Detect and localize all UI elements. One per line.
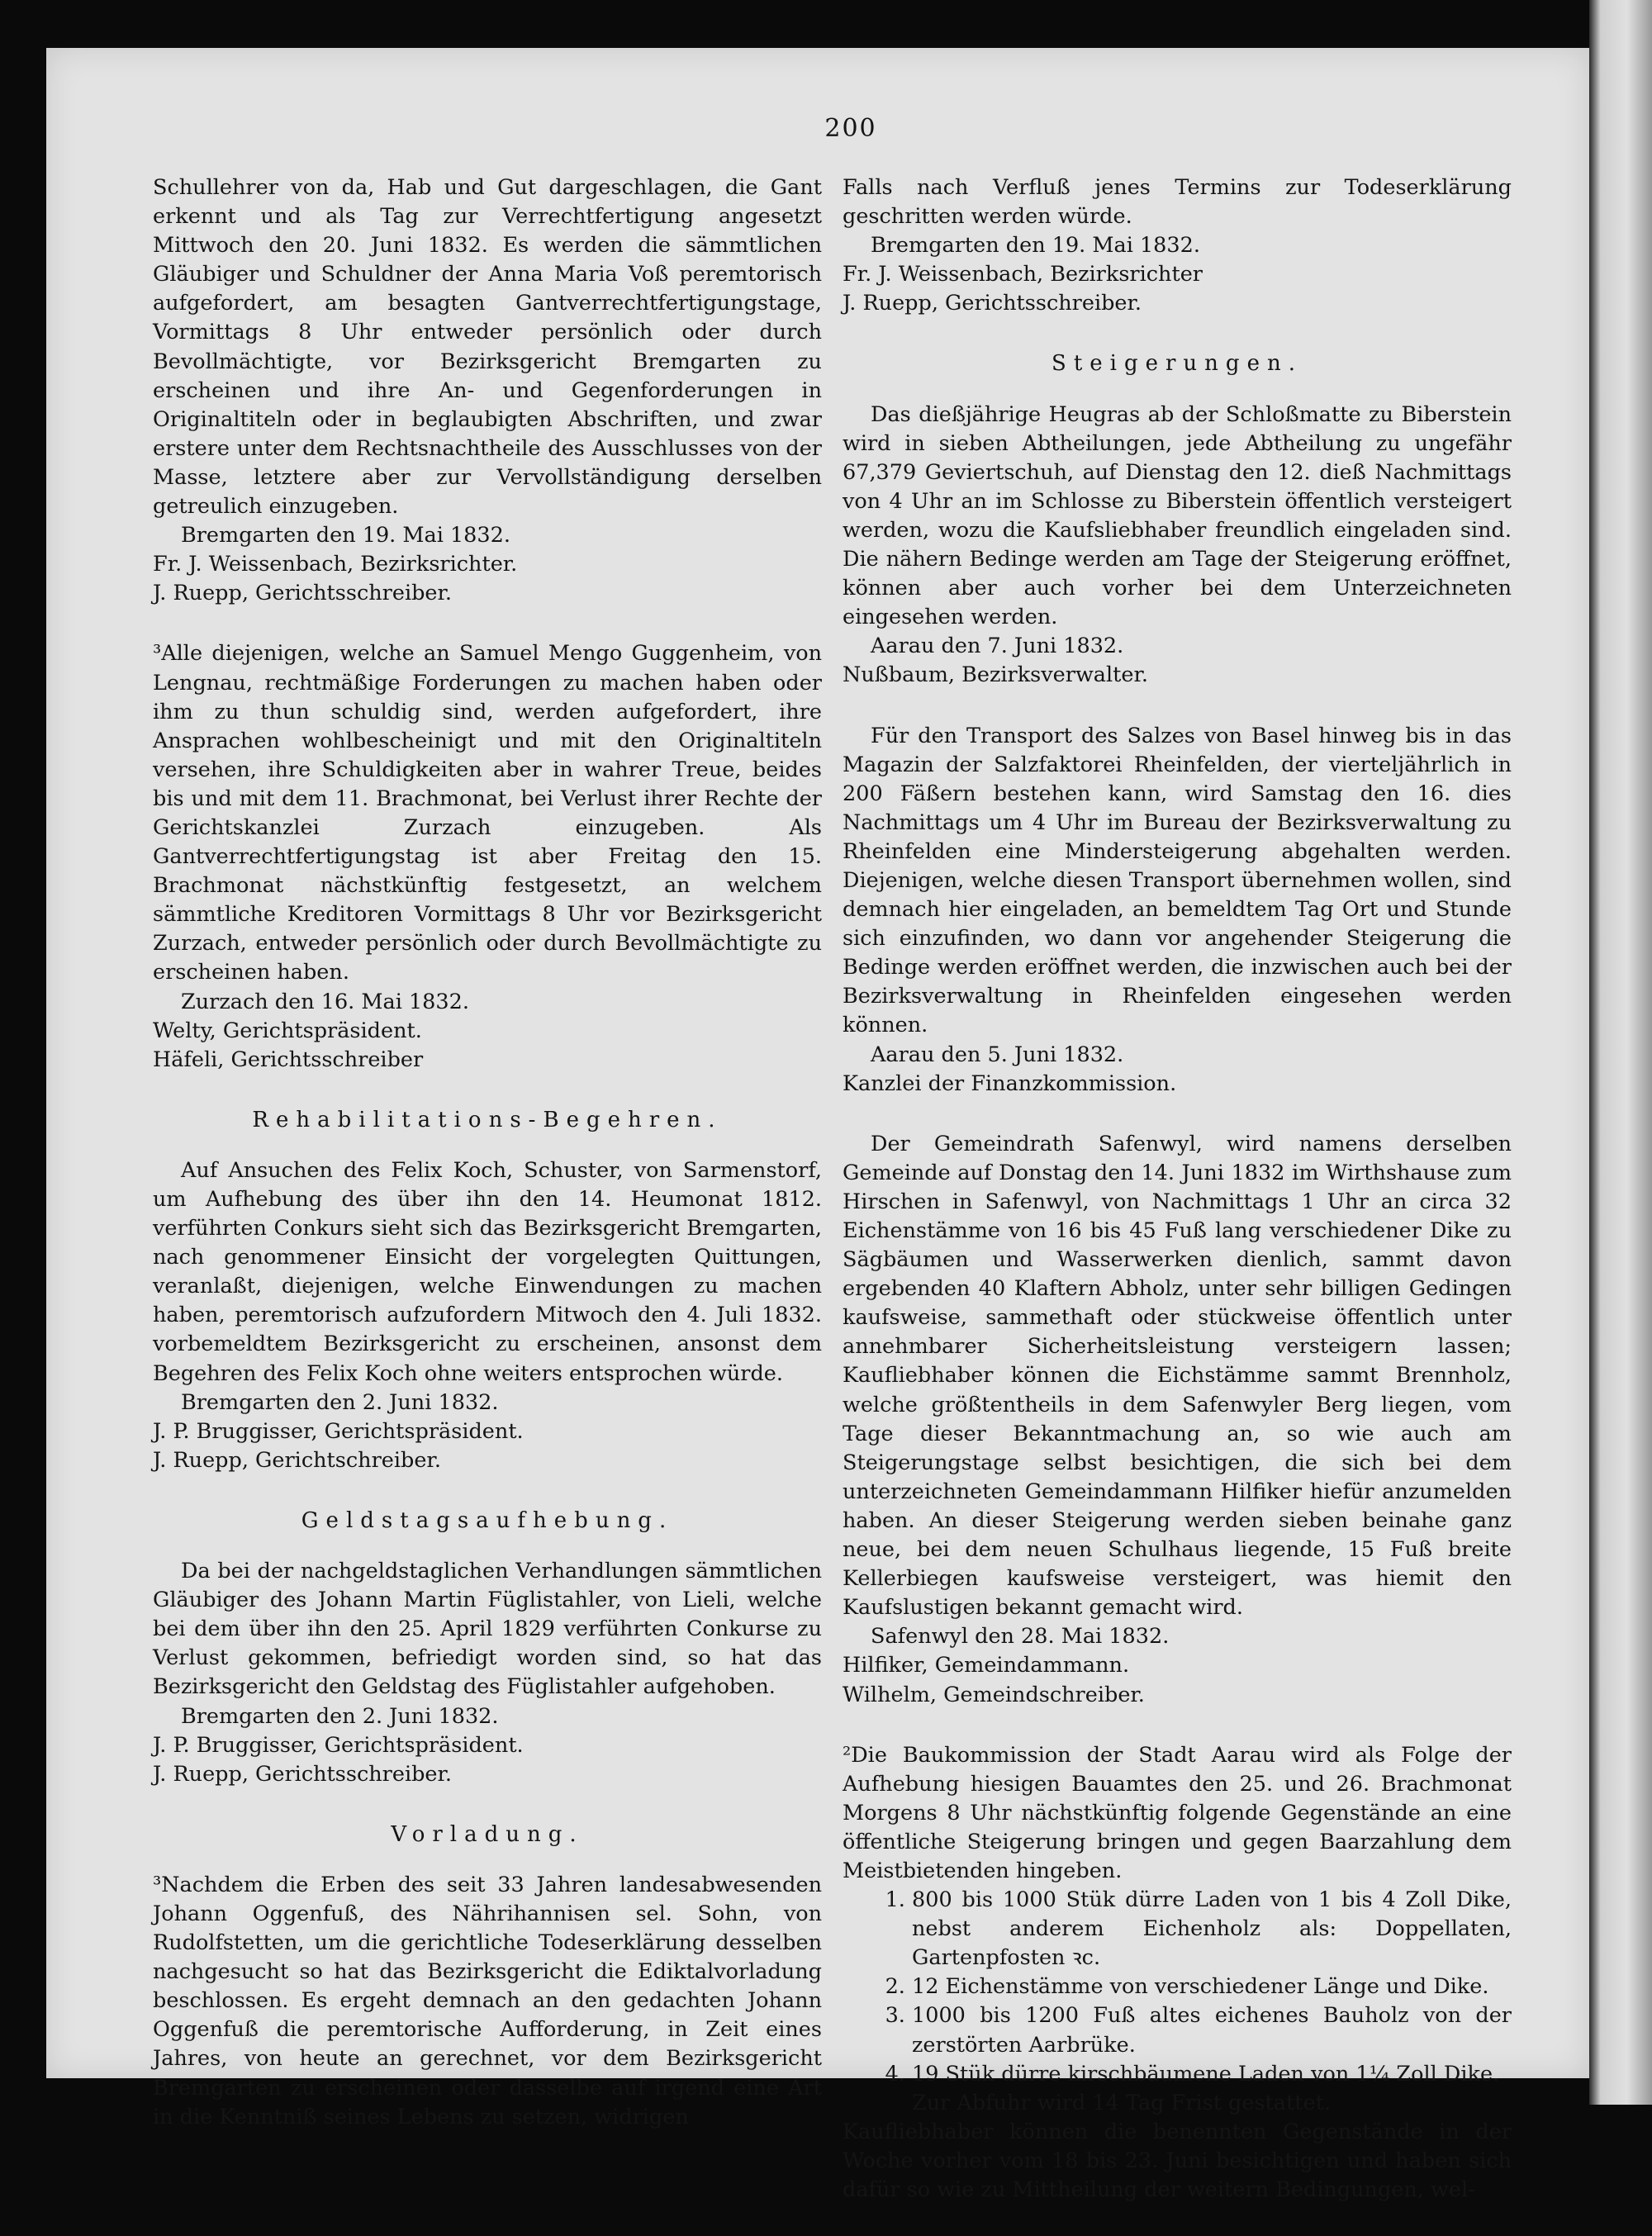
notice-text: Kaufliebhaber können die benennten Gegenstände in der Woche vorher vom 18 bis 23. Juni besichtigen und haben sich dafür so wie zu Mittheilung der weitern Bedingungen, wel-: [843, 2119, 1512, 2202]
signature: J. P. Bruggisser, Gerichtspräsident.: [153, 1418, 524, 1444]
section-heading-rehabilitation: Rehabilitations-Begehren.: [252, 1107, 723, 1132]
section-heading-geldstag: Geldstagsaufhebung.: [301, 1507, 674, 1533]
notice-text: Da bei der nachgeldstaglichen Verhandlungen sämmtlichen Gläubiger des Johann Martin Füglistahler, von Lieli, welche bei dem über ihn den 25. April 1829 verführten Conkurse zu Verlust gekommen, befriedigt worden sind, so hat das Bezirksgericht den Geldstag des Füglistahler aufgehoben.: [153, 1559, 822, 1700]
list-item: 3. 1000 bis 1200 Fuß altes eichenes Bauholz von der zerstörten Aarbrüke.: [912, 2001, 1512, 2059]
signature: Welty, Gerichtspräsident.: [153, 1018, 422, 1043]
signature: Fr. J. Weissenbach, Bezirksrichter.: [153, 552, 518, 577]
notice-text: Auf Ansuchen des Felix Koch, Schuster, von Sarmenstorf, um Aufhebung des über ihn den 14. Heumonat 1812. verführten Conkurs sieht sich das Bezirksgericht Bremgarten, nach genommener Einsicht der vorgelegten Quittungen, veranlaßt, diejenigen, welche Einwendungen zu machen haben, peremtorisch aufzufordern Mitwoch den 4. Juli 1832. vorbemeldtem Bezirksgericht zu erscheinen, ansonst dem Begehren des Felix Koch ohne weiters entsprochen würde.: [153, 1157, 822, 1386]
notice-oggenfuss: [153, 1871, 822, 2132]
signature: J. P. Bruggisser, Gerichtspräsident.: [153, 1732, 524, 1758]
notice-text: Schullehrer von da, Hab und Gut dargeschlagen, die Gant erkennt und als Tag zur Verrechtfertigung angesetzt Mittwoch den 20. Juni 1832. Es werden die sämmtlichen Gläubiger und Schuldner der Anna Maria Voß peremtorisch aufgefordert, am besagten Gantverrechtfertigungstage, Vormittags 8 Uhr entweder persönlich oder durch Bevollmächtigte, vor Bezirksgericht Bremgarten zu erscheinen und ihre An- und Gegenforderungen in Originaltiteln oder in beglaubigten Abschriften, und zwar erstere unter dem Rechtsnachtheile des Ausschlusses von der Masse, letztere aber zur Vervollständigung derselben getreulich einzugeben.: [153, 175, 822, 520]
notice-text: ³Alle diejenigen, welche an Samuel Mengo Guggenheim, von Lengnau, rechtmäßige Forderungen zu machen haben oder ihm zu thun schuldig sind, werden aufgefordert, ihre Ansprachen wohlbescheinigt und mit den Originaltiteln versehen, ihre Schuldigkeiten aber in wahrer Treue, beides bis und mit dem 11. Brachmonat, bei Verlust ihrer Rechte der Gerichtskanzlei Zurzach einzugeben. Als Gantverrechtfertigungstag ist aber Freitag den 15. Brachmonat nächstkünftig festgesetzt, an welchem sämmtliche Kreditoren Vormittags 8 Uhr vor Bezirksgericht Zurzach, entweder persönlich oder durch Bevollmächtigte zu erscheinen haben.: [153, 641, 822, 985]
notice-oggenfuss-continued: [843, 173, 1512, 318]
notice-date: Bremgarten den 19. Mai 1832.: [871, 233, 1200, 259]
signature: Häfeli, Gerichtsschreiber: [153, 1047, 424, 1072]
notice-text: Für den Transport des Salzes von Basel hinweg bis in das Magazin der Salzfaktorei Rheinfelden, der vierteljährlich in 200 Fäßern bestehen kann, wird Samstag den 16. dies Nachmittags um 4 Uhr im Bureau der Bezirksverwaltung zu Rheinfelden eine Mindersteigerung abgehalten werden. Diejenigen, welche diesen Transport übernehmen wollen, sind demnach hier eingeladen, an bemeldtem Tag Ort und Stunde sich einzufinden, wo dann vor angehender Steigerung die Bedinge werden eröffnet werden, die inzwischen auch bei der Bezirksverwaltung in Rheinfelden eingesehen werden können.: [843, 723, 1512, 1038]
notice-fueglistahler: [153, 1557, 822, 1789]
adjacent-page-edge: [1589, 0, 1652, 2105]
notice-text: Falls nach Verfluß jenes Termins zur Todeserklärung geschritten werden würde.: [843, 175, 1512, 230]
signature: Fr. J. Weissenbach, Bezirksrichter: [843, 262, 1203, 287]
signature: J. Ruepp, Gerichtsschreiber.: [843, 291, 1142, 316]
signature: J. Ruepp, Gerichtschreiber.: [153, 1447, 441, 1473]
notice-text: ²Die Baukommission der Stadt Aarau wird als Folge der Aufhebung hiesigen Bauamtes den 25. und 26. Brachmonat Morgens 8 Uhr nächstkünftig folgende Gegenstände an eine öffentliche Steigerung bringen und gegen Baarzahlung dem Meistbietenden hingeben.: [843, 1742, 1512, 1883]
notice-felix-koch: [153, 1156, 822, 1475]
list-item: 2. 12 Eichenstämme von verschiedener Länge und Dike.: [912, 1973, 1512, 2001]
list-item: 4. 19 Stük dürre kirschbäumene Laden von 1¼ Zoll Dike.: [912, 2060, 1512, 2089]
signature: Wilhelm, Gemeindschreiber.: [843, 1682, 1145, 1707]
notice-text: ³Nachdem die Erben des seit 33 Jahren landesabwesenden Johann Oggenfuß, des Nährihannisen sel. Sohn, von Rudolfstetten, um die gerichtliche Todeserklärung desselben nachgesucht so hat das Bezirksgericht die Ediktalvorladung beschlossen. Es ergeht demnach an den gedachten Johann Oggenfuß die peremtorische Aufforderung, in Zeit eines Jahres, von heute an gerechnet, vor dem Bezirksgericht Bremgarten zu erscheinen oder dasselbe auf irgend eine Art in die Kenntniß seines Lebens zu setzen, widrigen: [153, 1872, 822, 2129]
page-number: 200: [824, 114, 877, 143]
notice-heugras-biberstein: [843, 401, 1512, 691]
notice-safenwyl: [843, 1130, 1512, 1710]
notice-date: Bremgarten den 19. Mai 1832.: [181, 523, 510, 548]
notice-date: Bremgarten den 2. Juni 1832.: [181, 1703, 499, 1729]
notice-date: Zurzach den 16. Mai 1832.: [181, 989, 469, 1014]
notice-date: Aarau den 7. Juni 1832.: [871, 634, 1124, 659]
notice-anna-maria-voss: [153, 173, 822, 608]
notice-date: Aarau den 5. Juni 1832.: [871, 1042, 1124, 1067]
notice-baukommission-aarau: [843, 1741, 1512, 2205]
notice-date: Safenwyl den 28. Mai 1832.: [871, 1624, 1170, 1650]
pickup-deadline: Zur Abfuhr wird 14 Tag Frist gestattet.: [912, 2090, 1331, 2115]
right-column: [843, 173, 1512, 2236]
signature: Kanzlei der Finanzkommission.: [843, 1071, 1177, 1096]
notice-text: Der Gemeindrath Safenwyl, wird namens derselben Gemeinde auf Donstag den 14. Juni 1832 im Wirthshause zum Hirschen in Safenwyl, von Nachmittags 1 Uhr an circa 32 Eichenstämme von 16 bis 45 Fuß lang verschiedener Dike zu Sägbäumen und Wasserwerken dienlich, sammt davon ergebenden 40 Klaftern Abholz, unter sehr billigen Gedingen kaufsweise, sammethaft oder stückweise öffentlich unter annehmbarer Sicherheitsleistung versteigern lassen; Kaufliebhaber können die Eichstämme sammt Brennholz, welche größtentheils in dem Safenwyler Berg liegen, vom Tage dieser Bekanntmachung an, so wie auch am Steigerungstage selbst besichtigen, die sich bei dem unterzeichneten Gemeindammann Hilfiker hiefür anzumelden haben. An dieser Steigerung werden sieben beinahe ganz neue, bei dem neuen Schulhaus liegende, 15 Fuß breite Kellerbiegen kaufsweise versteigert, was hiemit den Kaufslustigen bekannt gemacht wird.: [843, 1131, 1512, 1621]
notice-text: Das dießjährige Heugras ab der Schloßmatte zu Biberstein wird in sieben Abtheilungen, jede Abtheilung zu ungefähr 67,379 Geviertschuh, auf Dienstag den 12. dieß Nachmittags von 4 Uhr an im Schlosse zu Biberstein öffentlich versteigert werden, wozu die Kaufsliebhaber freundlich eingeladen sind. Die nähern Bedinge werden am Tage der Steigerung eröffnet, können aber auch vorher bei dem Unterzeichneten eingesehen werden.: [843, 401, 1512, 630]
signature: J. Ruepp, Gerichtsschreiber.: [153, 1761, 453, 1787]
signature: J. Ruepp, Gerichtsschreiber.: [153, 581, 453, 606]
signature: Hilfiker, Gemeindammann.: [843, 1653, 1130, 1678]
notice-guggenheim: [153, 639, 822, 1074]
left-column: [153, 173, 822, 2163]
notice-salz-transport: [843, 722, 1512, 1099]
section-heading-steigerungen: Steigerungen.: [1051, 351, 1303, 377]
notice-date: Bremgarten den 2. Juni 1832.: [181, 1389, 499, 1415]
item-list: [843, 1886, 1512, 2089]
signature: Nußbaum, Bezirksverwalter.: [843, 662, 1148, 688]
section-heading-vorladung: Vorladung.: [391, 1821, 584, 1847]
list-item: 1. 800 bis 1000 Stük dürre Laden von 1 bis 4 Zoll Dike, nebst anderem Eichenholz als: Doppellaten, Gartenpfosten ꝛc.: [912, 1886, 1512, 1973]
